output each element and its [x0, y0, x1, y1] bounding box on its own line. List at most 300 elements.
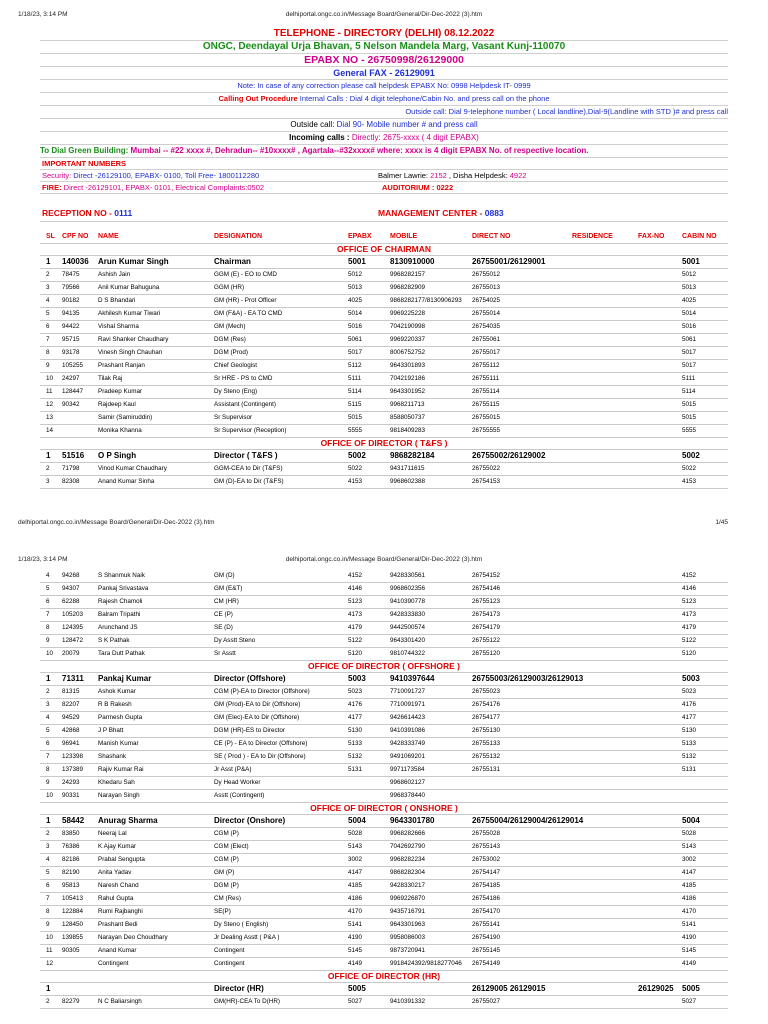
cell-sl: 4 — [46, 714, 50, 721]
table-row — [40, 334, 728, 347]
green-building-dial — [40, 145, 728, 158]
cell-direct: 26755133 — [472, 740, 501, 747]
cell-cpf: 128472 — [62, 637, 84, 644]
table-row — [40, 906, 728, 919]
cell-cabin: 5027 — [682, 998, 697, 1005]
cell-desig: CGM (P) — [214, 856, 239, 863]
col-name: NAME — [98, 233, 119, 240]
cell-sl: 2 — [46, 830, 50, 837]
cell-name: S K Pathak — [98, 637, 130, 644]
cell-sl: 1 — [46, 257, 51, 266]
cell-sl: 12 — [46, 960, 54, 967]
cell-desig: CE (P) — [214, 611, 233, 618]
cell-name: Arun Kumar Singh — [98, 257, 169, 266]
col-sl: SL — [46, 233, 55, 240]
cell-name: O P Singh — [98, 451, 137, 460]
table-row — [40, 790, 728, 803]
cell-direct: 26754176 — [472, 701, 501, 708]
outside-call-mobile — [40, 119, 728, 132]
cell-mobile: 9426614423 — [390, 714, 426, 721]
cell-epabx: 4173 — [348, 611, 363, 618]
cell-cabin: 5014 — [682, 310, 697, 317]
cell-direct: 26755115 — [472, 401, 500, 408]
cell-name: Akhilesh Kumar Tiwari — [98, 310, 161, 317]
col-designation: DESIGNATION — [214, 233, 263, 240]
cell-cpf: 71798 — [62, 465, 80, 472]
table-row — [40, 425, 728, 438]
incoming-calls — [40, 132, 728, 145]
reception-label: RECEPTION NO - — [42, 208, 115, 218]
cell-direct: 26754186 — [472, 895, 501, 902]
cell-direct: 26753002 — [472, 856, 501, 863]
table-row — [40, 958, 728, 971]
cell-mobile: 9868282184 — [390, 451, 435, 460]
cell-name: Rahul Gupta — [98, 895, 134, 902]
reception-row — [40, 208, 728, 222]
cell-direct: 26755014 — [472, 310, 501, 317]
table-row — [40, 777, 728, 790]
table-row — [40, 699, 728, 712]
green-text: Mumbai -- #22 xxxx #, Dehradun-- #10xxxx# , Agartala--#32xxxx# where: xxxx is 4 digit EPABX No. of respective location. — [130, 146, 589, 155]
cell-sl: 6 — [46, 740, 50, 747]
cell-desig: Dy Head Worker — [214, 779, 261, 786]
cell-cabin: 5145 — [682, 947, 697, 954]
cell-mobile: 9428330561 — [390, 572, 426, 579]
table-row — [40, 295, 728, 308]
cell-sl: 3 — [46, 478, 50, 485]
cell-cabin: 5015 — [682, 414, 697, 421]
cell-cabin: 5028 — [682, 830, 697, 837]
mgmt-val: 0883 — [484, 208, 504, 218]
cell-sl: 7 — [46, 753, 50, 760]
cell-desig: GM (Mech) — [214, 323, 246, 330]
cell-direct: 26754177 — [472, 714, 501, 721]
cell-mobile: 9810744322 — [390, 650, 426, 657]
cell-mobile: 9868282177/8130906293 — [390, 297, 462, 304]
table-row — [40, 282, 728, 295]
cell-direct: 26754173 — [472, 611, 501, 618]
table-row — [40, 463, 728, 476]
cell-sl: 9 — [46, 779, 50, 786]
col-direct: DIRECT NO — [472, 233, 511, 240]
cell-cabin: 5132 — [682, 753, 697, 760]
cell-epabx: 5115 — [348, 401, 362, 408]
cell-cabin: 4025 — [682, 297, 697, 304]
cell-mobile: 7042192186 — [390, 375, 426, 382]
cell-mobile: 9428330217 — [390, 882, 426, 889]
cell-cabin: 5122 — [682, 637, 697, 644]
cell-direct: 26754179 — [472, 624, 501, 631]
table-row — [40, 399, 728, 412]
green-label: To Dial Green Building: — [40, 146, 131, 155]
cell-cpf: 94268 — [62, 572, 80, 579]
cell-direct: 26754035 — [472, 323, 501, 330]
cell-epabx: 5141 — [348, 921, 363, 928]
cell-cabin: 4186 — [682, 895, 697, 902]
cell-epabx: 5120 — [348, 650, 363, 657]
disha-val: 4922 — [509, 171, 527, 180]
cell-cpf: 95715 — [62, 336, 80, 343]
table-row — [40, 686, 728, 699]
cell-mobile: 9410390778 — [390, 598, 426, 605]
cell-sl: 13 — [46, 414, 54, 421]
cell-mobile: 9428333830 — [390, 611, 426, 618]
section-heading: OFFICE OF CHAIRMAN — [40, 244, 728, 256]
cell-sl: 10 — [46, 792, 54, 799]
cell-desig: SE ( Prod ) - EA to Dir (Offshore) — [214, 753, 306, 760]
directory-table-page-2 — [40, 570, 728, 1009]
outside-call-landline: Outside call: Dial 9-telephone number ( Local landline),Dial-9(Landline with STD )# and press call — [40, 106, 728, 119]
cell-cpf: 128450 — [62, 921, 84, 928]
cell-epabx: 5133 — [348, 740, 363, 747]
cell-desig: CM (Res) — [214, 895, 241, 902]
cell-direct: 26754147 — [472, 869, 501, 876]
cell-name: Rajesh Chamoli — [98, 598, 143, 605]
cell-epabx: 5003 — [348, 674, 366, 683]
table-row — [40, 412, 728, 425]
table-row — [40, 725, 728, 738]
cell-name: Tara Dutt Pathak — [98, 650, 145, 657]
cell-cabin: 5123 — [682, 598, 697, 605]
cell-name: Anil Kumar Bahuguna — [98, 284, 160, 291]
cell-sl: 2 — [46, 271, 50, 278]
cell-cpf: 124395 — [62, 624, 84, 631]
table-row — [40, 476, 728, 489]
directory-table-page-1 — [40, 244, 728, 489]
cell-epabx: 5014 — [348, 310, 363, 317]
cell-mobile: 9428333749 — [390, 740, 426, 747]
cell-name: Prashant Ranjan — [98, 362, 145, 369]
cell-epabx: 5132 — [348, 753, 363, 760]
table-row — [40, 308, 728, 321]
calling-procedure — [40, 93, 728, 106]
cell-desig: GM (P) — [214, 869, 235, 876]
cell-mobile: 9435716791 — [390, 908, 426, 915]
cell-desig: Chief Geologist — [214, 362, 258, 369]
cell-desig: Contingent — [214, 960, 245, 967]
cell-mobile: 7042190998 — [390, 323, 426, 330]
cell-epabx: 5122 — [348, 637, 363, 644]
cell-name: Ravi Shanker Chaudhary — [98, 336, 169, 343]
cell-epabx: 5111 — [348, 375, 362, 382]
cell-mobile: 9410391332 — [390, 998, 426, 1005]
cell-name: Samir (Samiruddin) — [98, 414, 153, 421]
cell-cpf: 95813 — [62, 882, 80, 889]
incoming-text: Directly: 2675-xxxx ( 4 digit EPABX) — [351, 133, 479, 142]
reception — [42, 208, 132, 219]
cell-cabin: 4147 — [682, 869, 697, 876]
cell-name: Anurag Sharma — [98, 816, 158, 825]
cell-desig: GM (Prod)-EA to Dir (Offshore) — [214, 701, 301, 708]
cell-cpf: 128447 — [62, 388, 84, 395]
col-residence: RESIDENCE — [572, 233, 613, 240]
cell-direct: 26754149 — [472, 960, 501, 967]
section-heading: OFFICE OF DIRECTOR (HR) — [40, 971, 728, 983]
cell-desig: DGM (Prod) — [214, 349, 248, 356]
cell-name: Naresh Chand — [98, 882, 139, 889]
cell-direct: 26755132 — [472, 753, 501, 760]
cell-mobile: 9968602356 — [390, 585, 426, 592]
cell-cpf: 137389 — [62, 766, 84, 773]
cell-desig: CM (HR) — [214, 598, 239, 605]
important-label: IMPORTANT NUMBERS — [42, 159, 127, 168]
cell-cpf: 78475 — [62, 271, 80, 278]
cell-sl: 9 — [46, 362, 50, 369]
cell-cabin: 5013 — [682, 284, 697, 291]
cell-cpf: 24297 — [62, 375, 80, 382]
table-row — [40, 893, 728, 906]
cell-direct: 26755111 — [472, 375, 500, 382]
table-row — [40, 373, 728, 386]
cell-epabx: 4176 — [348, 701, 363, 708]
cell-mobile: 7710091971 — [390, 701, 426, 708]
cell-cabin: 4179 — [682, 624, 697, 631]
cell-direct: 26755002/26129002 — [472, 451, 546, 460]
cell-desig: Sr Supervisor (Reception) — [214, 427, 287, 434]
footer-url: delhiportal.ongc.co.in/Message Board/General/Dir-Dec-2022 (3).htm — [18, 519, 215, 526]
cell-direct: 26755028 — [472, 830, 501, 837]
cell-desig: GM (D) — [214, 572, 235, 579]
table-row — [40, 360, 728, 373]
cell-cabin: 5017 — [682, 362, 697, 369]
cell-mobile: 9969226870 — [390, 895, 426, 902]
cell-desig: Director (Onshore) — [214, 816, 286, 825]
cell-name: S Shanmuk Naik — [98, 572, 145, 579]
cell-name: Anand Kumar — [98, 947, 137, 954]
cell-cpf: 58442 — [62, 816, 85, 825]
cell-direct: 26755114 — [472, 388, 500, 395]
cell-cpf: 105255 — [62, 362, 84, 369]
cell-mobile: 9410397644 — [390, 674, 435, 683]
cell-mobile: 9643301893 — [390, 362, 426, 369]
cell-epabx: 5028 — [348, 830, 363, 837]
cell-sl: 5 — [46, 869, 50, 876]
cell-cpf: 76386 — [62, 843, 80, 850]
cell-desig: Director (HR) — [214, 984, 264, 993]
table-row — [40, 867, 728, 880]
cell-cpf: 90331 — [62, 792, 80, 799]
cell-cpf: 20079 — [62, 650, 80, 657]
cell-sl: 1 — [46, 674, 51, 683]
cell-direct: 26755012 — [472, 271, 501, 278]
spacer-row-2 — [40, 222, 728, 231]
security-text: Direct -26129100, EPABX- 0100, Toll Free- 1800112280 — [71, 171, 260, 180]
cell-cabin: 5012 — [682, 271, 697, 278]
cell-sl: 2 — [46, 688, 50, 695]
cell-epabx: 4190 — [348, 934, 363, 941]
table-row — [40, 932, 728, 945]
table-row — [40, 570, 728, 583]
cell-desig: GM (D)-EA to Dir (T&FS) — [214, 478, 284, 485]
important-numbers-heading — [40, 158, 728, 170]
cell-cabin: 5002 — [682, 451, 700, 460]
cell-direct: 26755017 — [472, 349, 501, 356]
cell-cpf: 122884 — [62, 908, 84, 915]
cell-name: Monika Khanna — [98, 427, 142, 434]
cell-cpf: 90305 — [62, 947, 80, 954]
cell-epabx: 5143 — [348, 843, 363, 850]
cell-cpf: 83850 — [62, 830, 80, 837]
table-row — [40, 983, 728, 996]
cell-sl: 5 — [46, 585, 50, 592]
cell-direct: 26755130 — [472, 727, 501, 734]
cell-direct: 26755120 — [472, 650, 501, 657]
cell-mobile: 9873720941 — [390, 947, 426, 954]
outside2-text: Dial 90- Mobile number # and press call — [334, 120, 478, 129]
cell-cpf: 94422 — [62, 323, 80, 330]
table-row — [40, 751, 728, 764]
table-row — [40, 386, 728, 399]
cell-desig: Assistant (Contingent) — [214, 401, 276, 408]
cell-direct: 26755143 — [472, 843, 501, 850]
cell-desig: Director ( T&FS ) — [214, 451, 278, 460]
cell-epabx: 5061 — [348, 336, 363, 343]
cell-epabx: 5015 — [348, 414, 363, 421]
cell-cabin: 5061 — [682, 336, 697, 343]
cell-sl: 6 — [46, 882, 50, 889]
cell-cabin: 3002 — [682, 856, 697, 863]
cell-cabin: 4152 — [682, 572, 697, 579]
cell-cabin: 5003 — [682, 674, 700, 683]
cell-name: Pankaj Srivastava — [98, 585, 149, 592]
cell-cabin: 5004 — [682, 816, 700, 825]
cell-cpf: 79566 — [62, 284, 80, 291]
cell-name: Manish Kumar — [98, 740, 139, 747]
spacer-row — [40, 194, 728, 208]
cell-mobile: 9818409283 — [390, 427, 426, 434]
cell-direct: 26754190 — [472, 934, 501, 941]
reception-val: 0111 — [114, 208, 133, 218]
cell-cabin: 4173 — [682, 611, 697, 618]
cell-epabx: 5001 — [348, 257, 366, 266]
cell-cabin: 5555 — [682, 427, 697, 434]
cell-cpf: 82207 — [62, 701, 80, 708]
cell-cabin: 5022 — [682, 465, 697, 472]
cell-sl: 11 — [46, 388, 53, 395]
cell-desig: GGM-CEA to Dir (T&FS) — [214, 465, 283, 472]
cell-direct: 26754152 — [472, 572, 501, 579]
cell-epabx: 4177 — [348, 714, 363, 721]
col-cabin: CABIN NO — [682, 233, 717, 240]
cell-desig: DGM (HR)-ES to Director — [214, 727, 286, 734]
cell-desig: Sr Asstt — [214, 650, 236, 657]
cell-epabx: 5123 — [348, 598, 363, 605]
print-date-2: 1/18/23, 3:14 PM — [18, 556, 68, 563]
cell-mobile: 9968378440 — [390, 792, 426, 799]
cell-epabx: 4149 — [348, 960, 363, 967]
cell-cpf: 105413 — [62, 895, 84, 902]
fire-text: Direct -26129101, EPABX- 0101, Electrical Complaints:0502 — [61, 183, 265, 192]
cell-name: Vinod Kumar Chaudhary — [98, 465, 167, 472]
cell-sl: 8 — [46, 766, 50, 773]
table-row — [40, 996, 728, 1009]
cell-fax: 26129025 — [638, 984, 674, 993]
table-row — [40, 880, 728, 893]
cell-cpf: 82279 — [62, 998, 80, 1005]
table-row — [40, 256, 728, 269]
cell-direct: 26754185 — [472, 882, 501, 889]
cell-direct: 26755123 — [472, 598, 501, 605]
balmer-disha — [378, 170, 526, 181]
cell-sl: 3 — [46, 284, 50, 291]
cell-desig: DGM (P) — [214, 882, 239, 889]
cell-name: Rumi Rajbanghi — [98, 908, 143, 915]
cell-cpf: 94135 — [62, 310, 80, 317]
cell-direct: 26755131 — [472, 766, 501, 773]
cell-cpf: 94307 — [62, 585, 80, 592]
cell-direct: 26755013 — [472, 284, 501, 291]
cell-epabx: 4153 — [348, 478, 363, 485]
cell-name: Prashant Bedi — [98, 921, 138, 928]
table-row — [40, 648, 728, 661]
cell-sl: 8 — [46, 908, 50, 915]
cell-mobile: 9868282304 — [390, 869, 426, 876]
cell-name: Vinesh Singh Chauhan — [98, 349, 163, 356]
cell-direct: 26129005 26129015 — [472, 984, 546, 993]
cell-sl: 6 — [46, 598, 50, 605]
cell-direct: 26754170 — [472, 908, 501, 915]
cell-desig: DGM (Res) — [214, 336, 246, 343]
cell-desig: Jr Dealing Asstt ( P&A ) — [214, 934, 280, 941]
cell-cpf: 90182 — [62, 297, 80, 304]
cell-name: Khedaru Sah — [98, 779, 135, 786]
cell-direct: 26754025 — [472, 297, 501, 304]
cell-sl: 4 — [46, 856, 50, 863]
cell-epabx: 4147 — [348, 869, 363, 876]
cell-desig: Asstt (Contingent) — [214, 792, 265, 799]
cell-mobile: 9968282666 — [390, 830, 426, 837]
cell-cabin: 5017 — [682, 349, 697, 356]
cell-cabin: 4185 — [682, 882, 697, 889]
cell-mobile: 8130910000 — [390, 257, 435, 266]
epabx-number: EPABX NO - 26750998/26129000 — [40, 54, 728, 67]
cell-sl: 10 — [46, 375, 54, 382]
correction-note: Note: In case of any correction please call helpdesk EPABX No: 0998 Helpdesk IT- 0999 — [40, 80, 728, 93]
cell-sl: 3 — [46, 701, 50, 708]
cell-epabx: 5013 — [348, 284, 363, 291]
cell-mobile: 8006752752 — [390, 349, 426, 356]
cell-cpf: 96941 — [62, 740, 80, 747]
cell-mobile: 7710091727 — [390, 688, 426, 695]
cell-desig: SE(P) — [214, 908, 231, 915]
cell-sl: 7 — [46, 611, 50, 618]
cell-epabx: 4152 — [348, 572, 363, 579]
table-row — [40, 596, 728, 609]
table-row — [40, 919, 728, 932]
cell-desig: Sr Supervisor — [214, 414, 253, 421]
cell-sl: 2 — [46, 998, 50, 1005]
cell-cabin: 4149 — [682, 960, 697, 967]
cell-cabin: 5143 — [682, 843, 697, 850]
cell-name: R B Rakesh — [98, 701, 132, 708]
table-row — [40, 622, 728, 635]
cell-direct: 26755004/26129004/26129014 — [472, 816, 584, 825]
table-row — [40, 609, 728, 622]
cell-direct: 26755003/26129003/26129013 — [472, 674, 584, 683]
table-row — [40, 347, 728, 360]
cell-sl: 11 — [46, 947, 53, 954]
cell-desig: Dy Asstt Steno — [214, 637, 256, 644]
cell-sl: 14 — [46, 427, 54, 434]
cell-sl: 4 — [46, 572, 50, 579]
cell-mobile: 9643301952 — [390, 388, 426, 395]
cell-direct: 26755555 — [472, 427, 501, 434]
cell-cabin: 5120 — [682, 650, 697, 657]
cell-name: Arunchand JS — [98, 624, 138, 631]
cell-direct: 26755145 — [472, 947, 501, 954]
cell-desig: Dy Steno (Eng) — [214, 388, 258, 395]
cell-name: Narayan Deo Choudhary — [98, 934, 168, 941]
